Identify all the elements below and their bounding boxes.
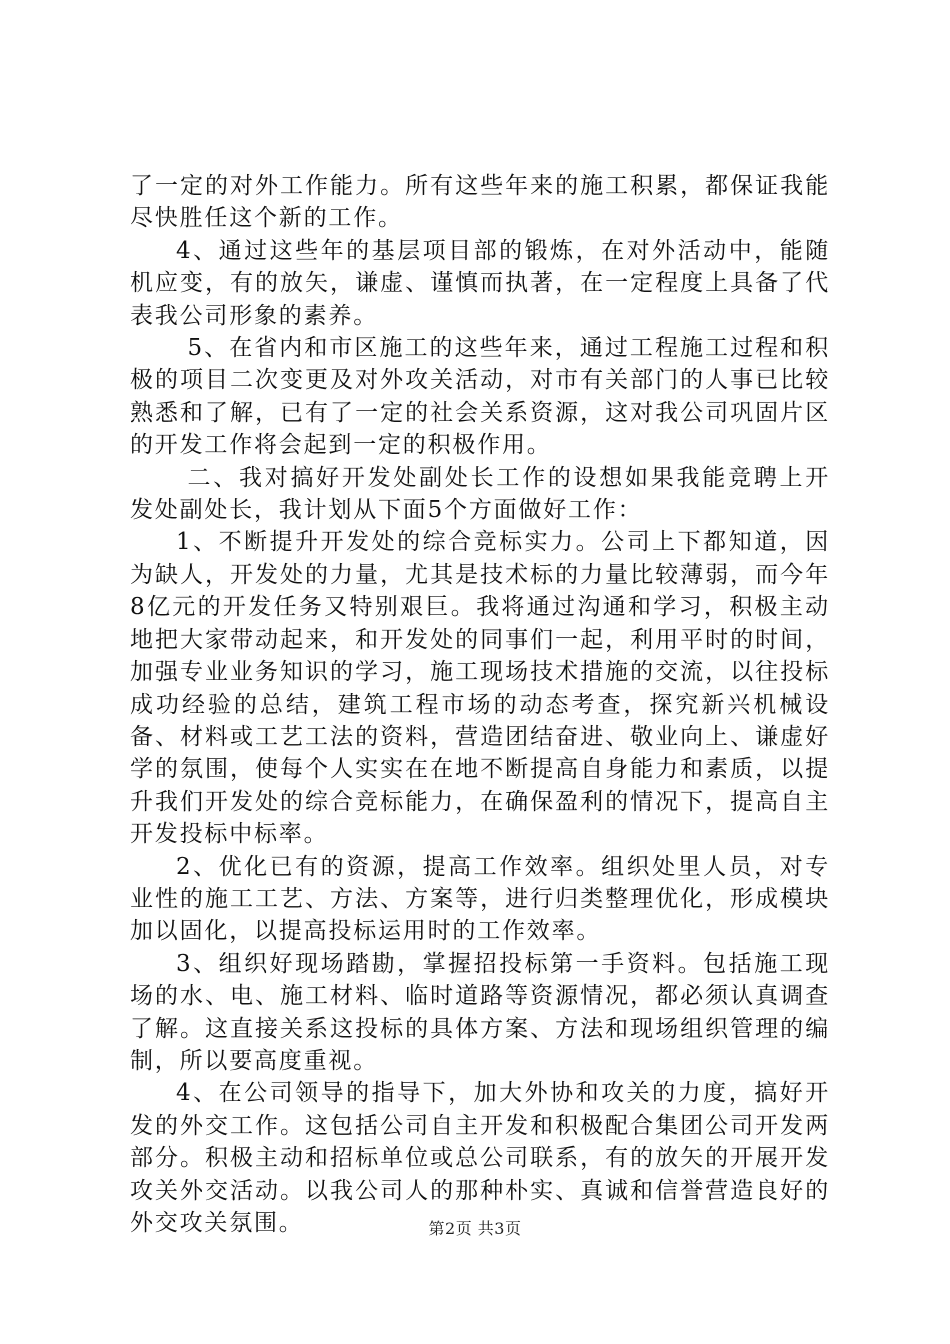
document-body (130, 170, 830, 1239)
section-heading-plan: 二、我对搞好开发处副处长工作的设想如果我能竞聘上开发处副处长，我计划从下面5个方面做好工作： (130, 464, 830, 524)
paragraph-point-4-experience: 4、通过这些年的基层项目部的锻炼，在对外活动中，能随机应变，有的放矢，谦虚、谨慎而执著，在一定程度上具备了代表我公司形象的素养。 (130, 237, 830, 329)
paragraph-plan-4-external-relations: 4、在公司领导的指导下，加大外协和攻关的力度，搞好开发的外交工作。这包括公司自主开发和积极配合集团公司开发两部分。积极主动和招标单位或总公司联系，有的放矢的开展开发攻关外交活动。以我公司人的那种朴实、真诚和信誉营造良好的外交攻关氛围。 (130, 1080, 830, 1236)
paragraph-plan-3-site-survey: 3、组织好现场踏勘，掌握招投标第一手资料。包括施工现场的水、电、施工材料、临时道路等资源情况，都必须认真调查了解。这直接关系这投标的具体方案、方法和现场组织管理的编制，所以要高度重视。 (130, 950, 830, 1074)
paragraph-plan-2-resources: 2、优化已有的资源，提高工作效率。组织处里人员，对专业性的施工工艺、方法、方案等，进行归类整理优化，形成模块加以固化，以提高投标运用时的工作效率。 (130, 853, 830, 945)
page-number-footer: 第2页 共3页 (428, 1219, 522, 1238)
paragraph-plan-1-bidding-strength: 1、不断提升开发处的综合竞标实力。公司上下都知道，因为缺人，开发处的力量，尤其是技术标的力量比较薄弱，而今年8亿元的开发任务又特别艰巨。我将通过沟通和学习，积极主动地把大家带动起来，和开发处的同事们一起，利用平时的时间，加强专业业务知识的学习，施工现场技术措施的交流，以往投标成功经验的总结，建筑工程市场的动态考查，探究新兴机械设备、材料或工艺工法的资料，营造团结奋进、敬业向上、谦虚好学的氛围，使每个人实实在在地不断提高自身能力和素质，以提升我们开发处的综合竞标能力，在确保盈利的情况下，提高自主开发投标中标率。 (130, 529, 830, 848)
paragraph-continuation: 了一定的对外工作能力。所有这些年来的施工积累，都保证我能尽快胜任这个新的工作。 (130, 173, 830, 232)
paragraph-point-5-relations: 5、在省内和市区施工的这些年来，通过工程施工过程和积极的项目二次变更及对外攻关活动，对市有关部门的人事已比较熟悉和了解，已有了一定的社会关系资源，这对我公司巩固片区的开发工作将会起到一定的积极作用。 (130, 335, 830, 459)
